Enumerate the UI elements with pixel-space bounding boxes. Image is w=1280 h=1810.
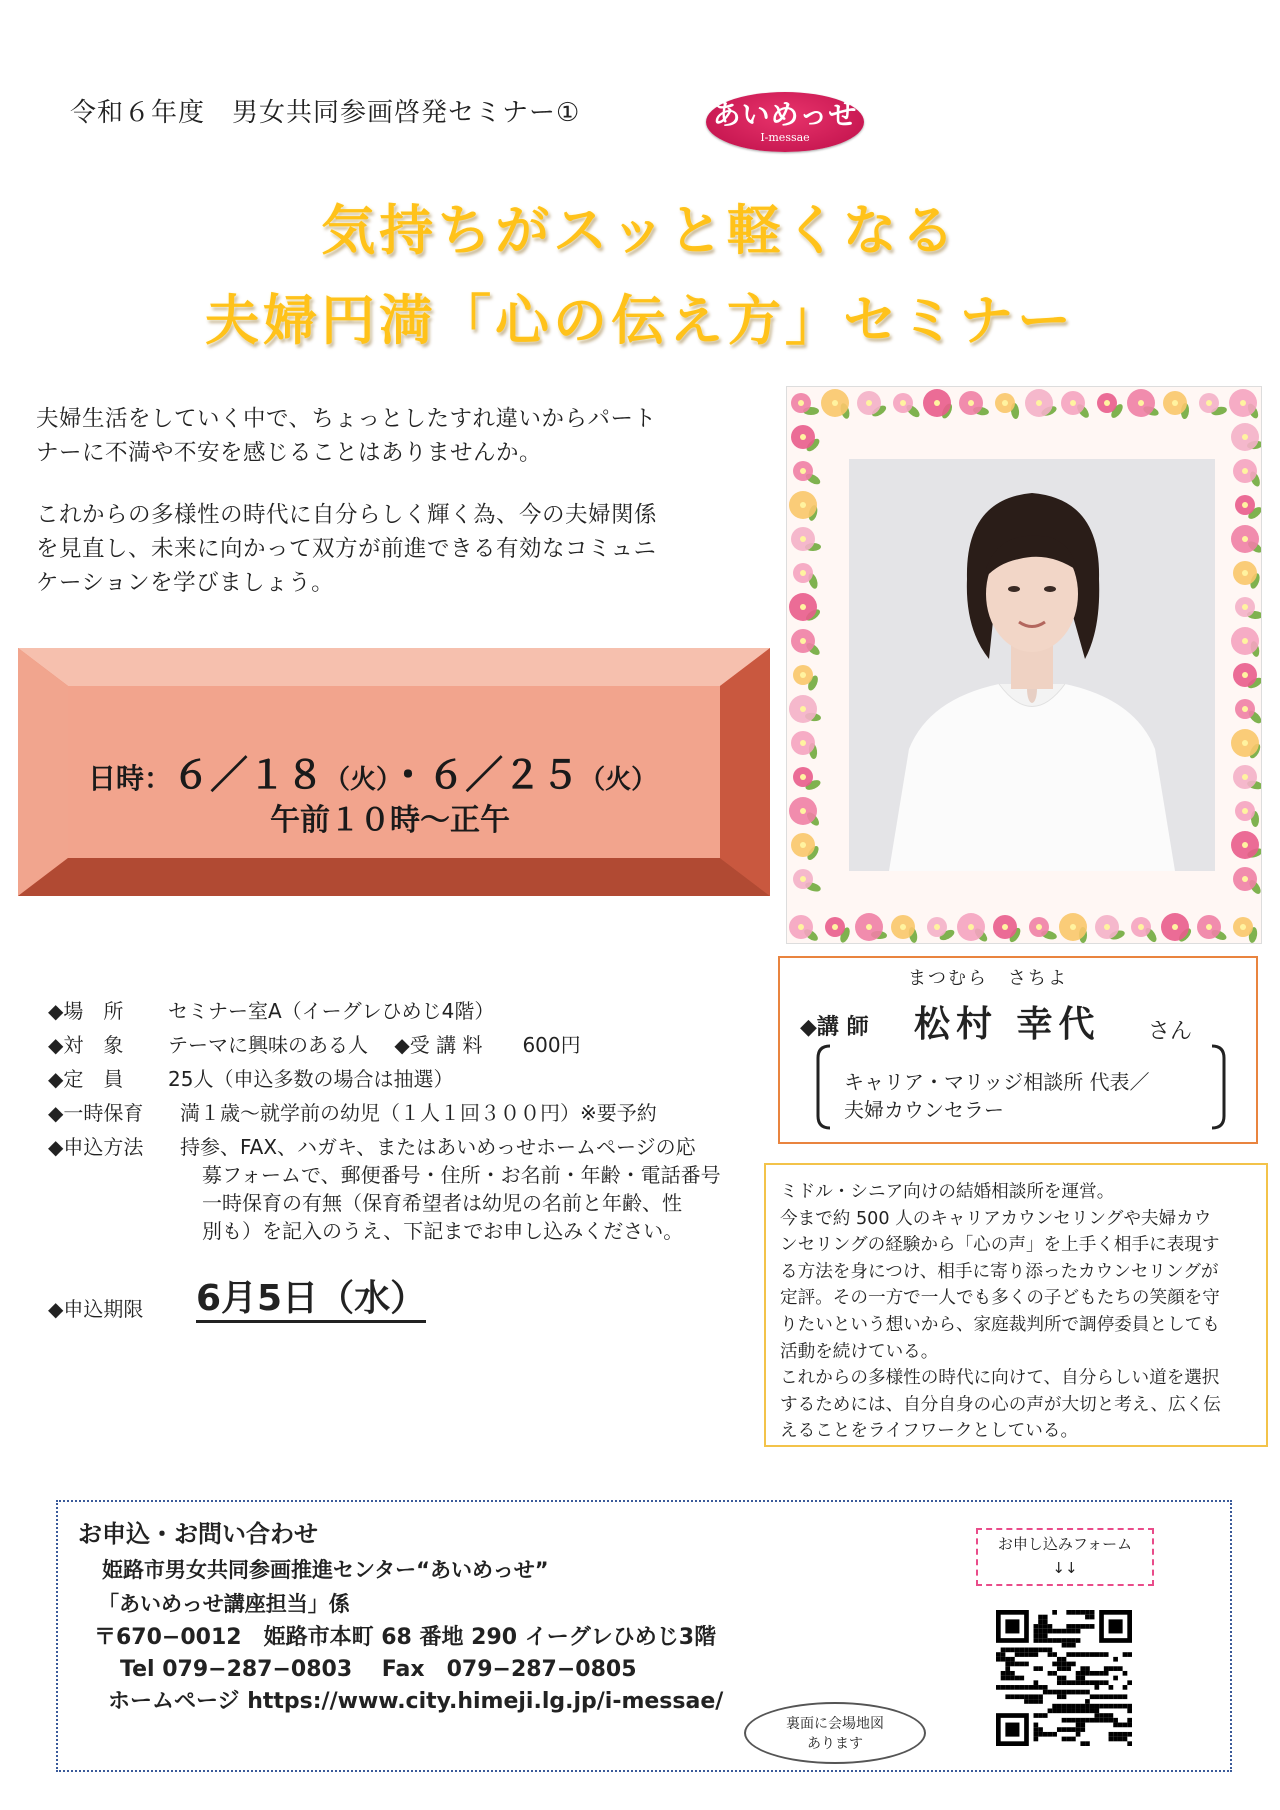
lecturer-bio: [780, 1179, 1258, 1445]
schedule-day1: （火）: [324, 765, 390, 795]
flower-center: [800, 842, 806, 848]
flower-center: [1242, 468, 1248, 474]
flower-center: [968, 400, 974, 406]
flower-center: [800, 774, 806, 780]
flower-center: [800, 638, 806, 644]
flower-center: [1172, 400, 1178, 406]
flower-center: [968, 924, 974, 930]
map-note: [744, 1702, 926, 1764]
flower-center: [798, 924, 804, 930]
flower-center: [800, 434, 806, 440]
bio-line: ンセリングの経験から「心の声」を上手く相手に表現す: [780, 1235, 1220, 1256]
schedule-date1: ６／１８: [172, 753, 325, 797]
flower-center: [800, 876, 806, 882]
schedule-separator: ・: [389, 753, 428, 797]
flower-center: [1206, 924, 1212, 930]
logo-main-text: あいめっせ: [712, 98, 858, 131]
flower-center: [866, 924, 872, 930]
lecturer-box: [778, 956, 1258, 1144]
flower-center: [1138, 400, 1144, 406]
schedule-time: 午前１０時～正午: [270, 803, 510, 838]
detail-row: [48, 1066, 453, 1092]
bio-line: えることをライフワークとしている。: [780, 1421, 1079, 1442]
detail-row: [48, 1162, 721, 1188]
form-label-line1: お申し込みフォーム: [997, 1535, 1133, 1553]
flower-center: [900, 400, 906, 406]
detail-row: [48, 1032, 581, 1058]
detail-row: [48, 1134, 696, 1160]
detail-key: ◆対 象: [48, 1033, 124, 1057]
flower-center: [1242, 434, 1248, 440]
flower-center: [1242, 876, 1248, 882]
seminar-title-line2: 夫婦円満「心の伝え方」セミナー: [205, 289, 1075, 352]
map-note-line1: 裏面に会場地図: [786, 1716, 884, 1732]
lecturer-photo: [849, 459, 1215, 871]
schedule-day2: （火）: [579, 765, 658, 795]
detail-row: [48, 1190, 682, 1216]
flower-center: [800, 502, 806, 508]
flower-center: [800, 740, 806, 746]
bio-line: するためには、自分自身の心の声が大切と考え、広く伝: [780, 1394, 1221, 1415]
flower-center: [800, 570, 806, 576]
bio-line: これからの多様性の時代に向けて、自分らしい道を選択: [780, 1368, 1220, 1389]
contact-phone-fax: Tel 079−287−0803 Fax 079−287−0805: [120, 1657, 637, 1682]
flower-center: [1240, 400, 1246, 406]
detail-value: 25人（申込多数の場合は抽選）: [168, 1067, 454, 1091]
detail-row: [48, 998, 494, 1024]
intro-p1-line2: ナーに不満や不安を感じることはありませんか。: [36, 440, 543, 466]
flower-center: [866, 400, 872, 406]
contact-address: 〒670−0012 姫路市本町 68 番地 290 イーグレひめじ3階: [94, 1625, 717, 1650]
flower-center: [1070, 400, 1076, 406]
intro-paragraph-1: [36, 402, 756, 470]
deadline-date: 6月5日（水）: [196, 1278, 426, 1323]
flower-center: [1138, 924, 1144, 930]
seminar-title-line1: 気持ちがスッと軽くなる: [321, 199, 959, 262]
intro-paragraph-2: [36, 498, 756, 600]
header-text: 令和６年度 男女共同参画啓発セミナー①: [70, 98, 581, 128]
detail-key: ◆一時保育: [48, 1101, 144, 1125]
lecturer-suffix: さん: [1148, 1019, 1193, 1044]
bio-line: 活動を続けている。: [780, 1341, 939, 1362]
contact-box: [56, 1500, 1232, 1772]
intro-p2-line2: を見直し、未来に向かって双方が前進できる有効なコミュニ: [36, 536, 657, 562]
detail-value: 満１歳～就学前の幼児（１人１回３００円）※要予約: [180, 1101, 657, 1125]
flower-center: [1242, 536, 1248, 542]
contact-title: お申込・お問い合わせ: [78, 1520, 318, 1548]
flower-center: [1242, 502, 1248, 508]
flower-center: [1104, 924, 1110, 930]
contact-homepage[interactable]: ホームページ https://www.city.himeji.lg.jp/i-messae/: [108, 1689, 724, 1714]
intro-p2-line3: ケーションを学びましょう。: [36, 570, 335, 596]
flower-center: [1070, 924, 1076, 930]
detail-value: 一時保育の有無（保育希望者は幼児の名前と年齢、性: [202, 1191, 682, 1215]
detail-row: [48, 1218, 683, 1244]
form-label-arrows: ↓↓: [1052, 1559, 1078, 1577]
flower-center: [832, 400, 838, 406]
intro-p1-line1: 夫婦生活をしていく中で、ちょっとしたすれ違いからパート: [36, 406, 657, 432]
flower-center: [1172, 924, 1178, 930]
flower-center: [800, 536, 806, 542]
application-qr-code[interactable]: [996, 1610, 1132, 1746]
flower-center: [1104, 400, 1110, 406]
lecturer-name-ruby: まつむら さちよ: [908, 968, 1068, 989]
flower-center: [1036, 924, 1042, 930]
deadline-label: ◆申込期限: [48, 1297, 144, 1321]
schedule-date: [88, 744, 657, 799]
lecturer-name: 松村 幸代: [914, 1004, 1101, 1045]
flower-center: [900, 924, 906, 930]
flower-center: [1242, 774, 1248, 780]
flower-center: [1002, 400, 1008, 406]
flower-center: [800, 468, 806, 474]
detail-value: 募フォームで、郵便番号・住所・お名前・年齢・電話番号: [202, 1163, 721, 1187]
flower-center: [934, 924, 940, 930]
bio-line: る方法を身につけ、相手に寄り添ったカウンセリングが: [780, 1261, 1219, 1282]
detail-value: 別も）を記入のうえ、下記までお申し込みください。: [202, 1219, 684, 1243]
schedule-label: 日時：: [88, 762, 173, 795]
flower-center: [1242, 740, 1248, 746]
detail-key: ◆申込方法: [48, 1135, 144, 1159]
flower-center: [1036, 400, 1042, 406]
flower-center: [1242, 706, 1248, 712]
flower-center: [800, 706, 806, 712]
map-note-line2: あります: [807, 1736, 863, 1752]
flower-center: [832, 924, 838, 930]
lecturer-desc-line2: 夫婦カウンセラー: [844, 1098, 1004, 1122]
bio-line: 定評。その一方で一人でも多くの子どもたちの笑顔を守: [780, 1288, 1220, 1309]
detail-value: 持参、FAX、ハガキ、またはあいめっせホームページの応: [180, 1135, 696, 1159]
lecturer-description: [844, 1068, 1150, 1124]
detail-row: [48, 1100, 657, 1126]
application-form-label: [976, 1528, 1154, 1586]
imessae-logo: [706, 92, 864, 152]
flower-center: [1240, 924, 1246, 930]
flower-center: [800, 604, 806, 610]
detail-value: テーマに興味のある人 ◆受 講 料 600円: [168, 1033, 581, 1057]
lecturer-desc-line1: キャリア・マリッジ相談所 代表／: [844, 1070, 1150, 1094]
flower-center: [800, 808, 806, 814]
flower-center: [800, 672, 806, 678]
flower-center: [1242, 808, 1248, 814]
flower-center: [1242, 672, 1248, 678]
intro-p2-line1: これからの多様性の時代に自分らしく輝く為、今の夫婦関係: [36, 502, 658, 528]
detail-key: ◆定 員: [48, 1067, 124, 1091]
detail-key: ◆場 所: [48, 999, 124, 1023]
schedule-date2: ６／２５: [427, 753, 580, 797]
flower-center: [1002, 924, 1008, 930]
flower-center: [1206, 400, 1212, 406]
logo-sub-text: I-messae: [760, 131, 810, 144]
portrait-illustration: [849, 459, 1215, 871]
bio-line: ミドル・シニア向けの結婚相談所を運営。: [780, 1182, 1115, 1202]
lecturer-label: ◆講 師: [800, 1015, 869, 1040]
flower-center: [1242, 570, 1248, 576]
contact-org: 姫路市男女共同参画推進センター“あいめっせ”: [102, 1558, 549, 1582]
lecturer-photo-frame: [786, 386, 1262, 944]
schedule-box: [18, 648, 770, 896]
flower-center: [1242, 842, 1248, 848]
flower-center: [1242, 638, 1248, 644]
lecturer-bio-box: [764, 1163, 1268, 1447]
bio-line: りたいという想いから、家庭裁判所で調停委員としても: [780, 1314, 1220, 1335]
bio-line: 今まで約 500 人のキャリアカウンセリングや夫婦カウ: [780, 1208, 1212, 1229]
flower-center: [798, 400, 804, 406]
flower-center: [934, 400, 940, 406]
flower-center: [1242, 604, 1248, 610]
detail-value: セミナー室A（イーグレひめじ4階）: [168, 999, 495, 1023]
contact-dept: 「あいめっせ講座担当」係: [98, 1592, 350, 1616]
